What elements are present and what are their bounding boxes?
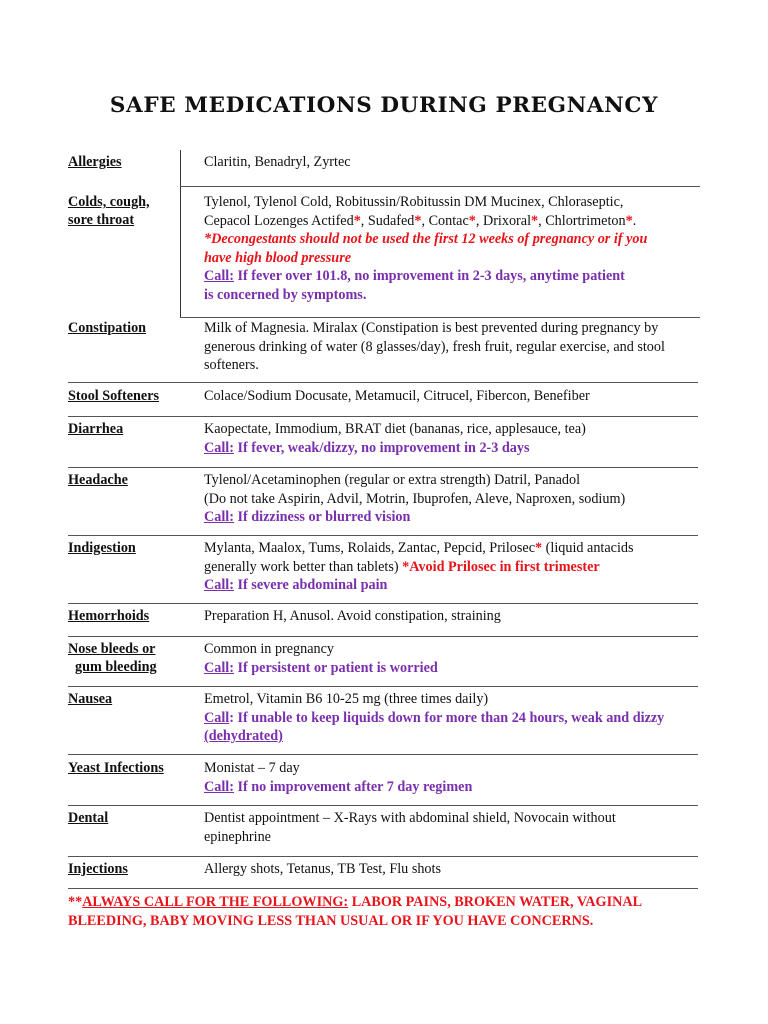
nausea-dehydrated: (dehydrated) xyxy=(204,728,283,744)
label-nausea: Nausea xyxy=(68,691,113,707)
content-headache xyxy=(204,471,698,527)
label-stool-softeners: Stool Softeners xyxy=(68,388,160,404)
nausea-call xyxy=(204,709,698,728)
headache-line1: Tylenol/Acetaminophen (regular or extra strength) Datril, Panadol xyxy=(204,472,581,488)
label-colds-line1: Colds, cough, xyxy=(68,194,150,210)
period: . xyxy=(632,212,637,229)
label-allergies: Allergies xyxy=(68,154,122,170)
content-yeast-infections xyxy=(204,759,698,796)
yeast-call xyxy=(204,778,698,797)
label-headache: Headache xyxy=(68,472,128,488)
divider xyxy=(68,636,698,637)
colds-sudafed: , Sudafed xyxy=(360,212,415,229)
decongestant-warning-line2: have high blood pressure xyxy=(204,249,352,266)
yeast-call-text: If no improvement after 7 day regimen xyxy=(233,778,473,795)
divider xyxy=(68,754,698,755)
label-injections: Injections xyxy=(68,861,128,877)
label-yeast-infections: Yeast Infections xyxy=(68,760,164,776)
call-label: Call: xyxy=(204,778,234,795)
divider xyxy=(180,317,700,318)
content-allergies xyxy=(204,153,698,172)
content-stool-softeners xyxy=(204,387,698,406)
headache-line2: (Do not take Aspirin, Advil, Motrin, Ibuprofen, Aleve, Naproxen, sodium) xyxy=(204,490,626,507)
colds-chlortrimeton: , Chlortrimeton xyxy=(538,212,626,229)
constipation-line2: generous drinking of water (8 glasses/day), fresh fruit, regular exercise, and stool xyxy=(204,338,665,355)
indigestion-line1 xyxy=(204,539,698,558)
colds-line1: Tylenol, Tylenol Cold, Robitussin/Robitussin DM Mucinex, Chloraseptic, xyxy=(204,194,624,210)
notice-line1 xyxy=(68,893,708,912)
colds-contac: , Contac xyxy=(421,212,469,229)
label-constipation: Constipation xyxy=(68,320,147,336)
label-nose-bleeds-line2: gum bleeding xyxy=(75,659,157,675)
nosebleeds-call-text: If persistent or patient is worried xyxy=(233,659,438,676)
indigestion-tablets: generally work better than tablets) xyxy=(204,558,403,575)
indigestion-line2 xyxy=(204,558,698,577)
colds-line2 xyxy=(204,212,698,231)
divider xyxy=(68,888,698,889)
headache-call xyxy=(204,508,698,527)
divider xyxy=(68,535,698,536)
headache-call-text: If dizziness or blurred vision xyxy=(233,509,411,525)
hemorrhoids-text: Preparation H, Anusol. Avoid constipation, straining xyxy=(204,608,501,624)
content-dental xyxy=(204,809,698,846)
stool-text: Colace/Sodium Docusate, Metamucil, Citrucel, Fibercon, Benefiber xyxy=(204,388,590,404)
constipation-line1: Milk of Magnesia. Miralax (Constipation is best prevented during pregnancy by xyxy=(204,320,659,336)
label-nose-bleeds xyxy=(68,640,157,676)
notice-line2: BLEEDING, BABY MOVING LESS THAN USUAL OR IF YOU HAVE CONCERNS. xyxy=(68,912,594,929)
content-colds xyxy=(204,193,698,304)
injections-text: Allergy shots, Tetanus, TB Test, Flu shots xyxy=(204,861,441,877)
call-label: Call: xyxy=(204,268,234,284)
diarrhea-call-text: If fever, weak/dizzy, no improvement in 2-3 days xyxy=(233,439,530,456)
indigestion-meds: Mylanta, Maalox, Tums, Rolaids, Zantac, Pepcid, Prilosec xyxy=(204,540,536,556)
divider xyxy=(68,856,698,857)
call-label: Call: xyxy=(204,509,234,525)
notice-prefix: ** xyxy=(68,894,83,910)
call-label: Call xyxy=(204,709,230,726)
label-diarrhea: Diarrhea xyxy=(68,421,124,437)
constipation-line3: softeners. xyxy=(204,357,259,373)
notice-text-1: LABOR PAINS, BROKEN WATER, VAGINAL xyxy=(348,894,643,910)
label-colds xyxy=(68,193,150,229)
call-label: Call: xyxy=(204,659,234,676)
content-diarrhea xyxy=(204,420,698,457)
avoid-prilosec-warning: *Avoid Prilosec in first trimester xyxy=(402,558,600,575)
always-call-notice xyxy=(68,893,708,930)
diarrhea-text: Kaopectate, Immodium, BRAT diet (bananas, rice, applesauce, tea) xyxy=(204,421,586,437)
divider xyxy=(68,603,698,604)
column-divider xyxy=(180,150,181,318)
colds-call-line2: is concerned by symptoms. xyxy=(204,286,367,303)
content-hemorrhoids xyxy=(204,607,698,626)
divider xyxy=(68,686,698,687)
star-marker: * xyxy=(468,212,476,229)
call-label: Call: xyxy=(204,577,234,593)
colds-actifed: Cepacol Lozenges Actifed xyxy=(204,212,354,229)
label-nose-bleeds-line1: Nose bleeds or xyxy=(68,641,156,657)
page-title: SAFE MEDICATIONS DURING PREGNANCY xyxy=(109,93,659,118)
divider xyxy=(180,186,700,187)
yeast-text: Monistat – 7 day xyxy=(204,760,300,776)
label-colds-line2: sore throat xyxy=(68,212,135,228)
nausea-call-text: : If unable to keep liquids down for more than 24 hours, weak and dizzy xyxy=(229,709,665,726)
dental-line1: Dentist appointment – X-Rays with abdominal shield, Novocain without xyxy=(204,810,616,826)
nausea-text: Emetrol, Vitamin B6 10-25 mg (three times daily) xyxy=(204,691,489,707)
divider xyxy=(68,416,698,417)
label-dental: Dental xyxy=(68,810,109,826)
diarrhea-call xyxy=(204,439,698,458)
content-injections xyxy=(204,860,698,879)
call-label: Call: xyxy=(204,439,234,456)
star-marker: * xyxy=(531,212,539,229)
decongestant-warning-line1: *Decongestants should not be used the first 12 weeks of pregnancy or if you xyxy=(204,231,648,247)
divider xyxy=(68,467,698,468)
indigestion-antacids: (liquid antacids xyxy=(542,540,634,556)
indigestion-call-text: If severe abdominal pain xyxy=(233,577,388,593)
content-indigestion xyxy=(204,539,698,595)
star-marker: * xyxy=(353,212,361,229)
content-nose-bleeds xyxy=(204,640,698,677)
star-marker: * xyxy=(535,540,543,556)
content-constipation xyxy=(204,319,698,375)
label-hemorrhoids: Hemorrhoids xyxy=(68,608,150,624)
content-nausea xyxy=(204,690,698,746)
label-indigestion: Indigestion xyxy=(68,540,136,556)
divider xyxy=(68,382,698,383)
colds-call-text: If fever over 101.8, no improvement in 2-3 days, anytime patient xyxy=(233,268,625,284)
colds-drixoral: , Drixoral xyxy=(475,212,532,229)
notice-heading: ALWAYS CALL FOR THE FOLLOWING: xyxy=(82,894,349,910)
divider xyxy=(68,805,698,806)
dental-line2: epinephrine xyxy=(204,828,271,845)
star-marker: * xyxy=(625,212,633,229)
nosebleeds-call xyxy=(204,659,698,678)
allergies-text: Claritin, Benadryl, Zyrtec xyxy=(204,154,351,170)
nosebleeds-text: Common in pregnancy xyxy=(204,641,335,657)
star-marker: * xyxy=(414,212,422,229)
colds-call-line1 xyxy=(204,267,698,286)
indigestion-call xyxy=(204,576,698,595)
